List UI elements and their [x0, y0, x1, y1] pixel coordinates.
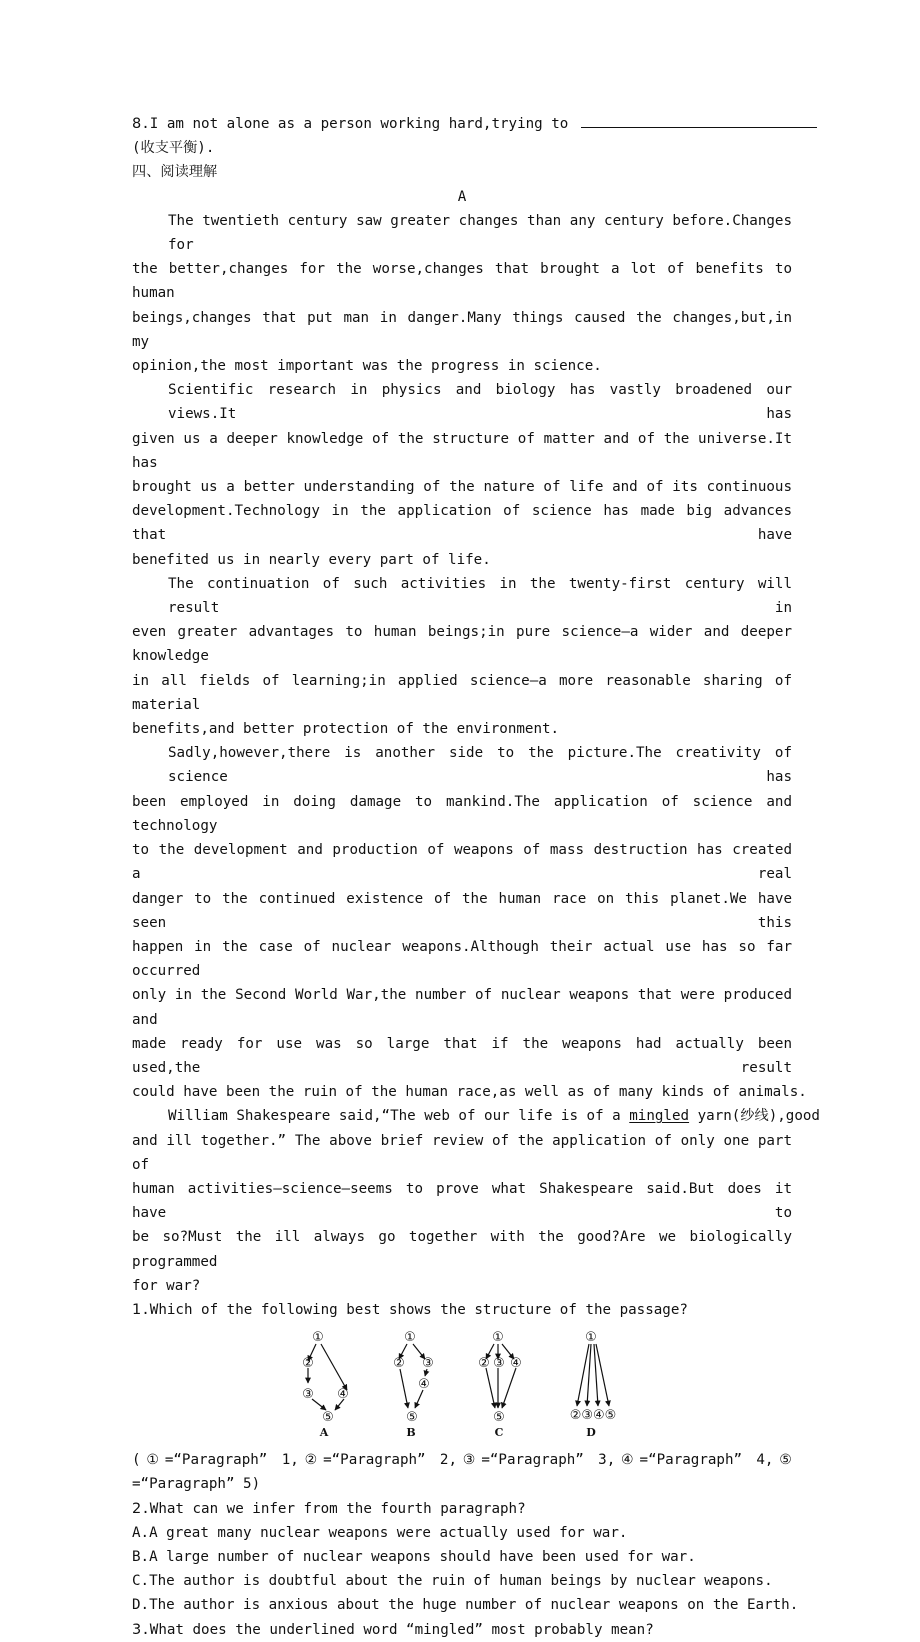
question-8-hint: (收支平衡).: [132, 140, 215, 157]
question-2: [132, 1497, 792, 1521]
node-2: ②: [393, 1356, 405, 1372]
arrow: [415, 1390, 423, 1408]
text-line: happen in the case of nuclear weapons.Although their actual use has so far occurred: [132, 938, 792, 980]
node-1: ①: [585, 1330, 597, 1346]
arrow: [502, 1368, 516, 1408]
question-number: 3: [132, 1621, 142, 1638]
paragraph-5: [132, 1104, 820, 1298]
worksheet-page: [132, 112, 820, 1642]
text-line: been employed in doing damage to mankind.The application of science and technology: [132, 793, 792, 834]
node-5: ⑤: [493, 1410, 505, 1426]
text-line: given us a deeper knowledge of the structure of matter and of the universe.It has: [132, 430, 792, 471]
legend-line: =“Paragraph” 5): [132, 1476, 261, 1493]
question-number: 8: [132, 116, 142, 132]
option-c[interactable]: C.The author is doubtful about the ruin of human beings by nuclear weapons.: [132, 1573, 773, 1590]
underlined-word: mingled: [629, 1108, 690, 1125]
passage-label: A: [457, 188, 467, 205]
option-b[interactable]: B.A large number of nuclear weapons should have been used for war.: [132, 1548, 696, 1565]
text-line: The twentieth century saw greater changes than any century before.Changes for: [168, 212, 792, 254]
text-line: even greater advantages to human beings;in pure science—a wider and deeper knowledge: [132, 624, 792, 665]
answer-blank[interactable]: [581, 113, 817, 128]
option-label-a: A: [319, 1426, 329, 1440]
node-row-2-5: ②③④⑤: [569, 1408, 617, 1424]
paragraph-4: [132, 741, 807, 1104]
node-5: ⑤: [322, 1410, 334, 1426]
node-4: ④: [418, 1377, 430, 1393]
option-label-d: D: [586, 1426, 596, 1440]
paragraph-1: [132, 209, 792, 378]
text-segment: William Shakespeare said,“The web of our life is of a: [168, 1108, 621, 1125]
text-line: made ready for use was so large that if the weapons had actually been used,the result: [132, 1035, 792, 1076]
node-2: ②: [302, 1356, 314, 1372]
arrow: [312, 1399, 326, 1410]
question-8: [132, 112, 792, 136]
question-text: .What does the underlined word “mingled” most probably mean?: [141, 1621, 654, 1638]
text-line: could have been the ruin of the human race,as well as of many kinds of animals.: [132, 1084, 807, 1101]
text-line: the better,changes for the worse,changes that brought a lot of benefits to human: [132, 261, 792, 302]
text-line: beings,changes that put man in danger.Many things caused the changes,but,in my: [132, 309, 792, 350]
text-line: The continuation of such activities in the twenty-first century will result in: [168, 575, 792, 617]
node-4: ④: [337, 1387, 349, 1403]
question-3: [132, 1618, 792, 1642]
arrow: [486, 1368, 495, 1408]
text-line: only in the Second World War,the number of nuclear weapons that were produced and: [132, 987, 792, 1028]
text-line: Sadly,however,there is another side to the picture.The creativity of science has: [168, 745, 792, 786]
text-line: and ill together.” The above brief review of the application of only one part of: [132, 1132, 792, 1173]
question-text: .Which of the following best shows the structure of the passage?: [141, 1301, 688, 1318]
text-line: be so?Must the ill always go together with the good?Are we biologically programmed: [132, 1229, 792, 1270]
arrow: [321, 1344, 347, 1390]
question-number: 2: [132, 1500, 142, 1517]
question-text: .I am not alone as a person working hard,trying to: [141, 116, 569, 132]
structure-diagram-figure: [132, 1326, 792, 1442]
text-line: brought us a better understanding of the nature of life and of its continuous: [132, 479, 792, 496]
node-3: ③: [493, 1356, 505, 1372]
question-number: 1: [132, 1301, 142, 1318]
node-2: ②: [478, 1356, 490, 1372]
section-heading: 四、阅读理解: [132, 164, 218, 181]
text-line: for war?: [132, 1277, 201, 1294]
text-line: benefited us in nearly every part of life.: [132, 551, 491, 568]
paragraph-3: [132, 572, 792, 741]
option-label-c: C: [494, 1426, 504, 1440]
text-line: to the development and production of weapons of mass destruction has created a real: [132, 842, 792, 883]
node-3: ③: [302, 1387, 314, 1403]
node-1: ①: [312, 1330, 324, 1346]
option-a[interactable]: A.A great many nuclear weapons were actually used for war.: [132, 1524, 628, 1541]
paragraph-2: [132, 378, 792, 572]
text-line: [132, 1104, 820, 1128]
text-line: opinion,the most important was the progress in science.: [132, 358, 602, 375]
text-line: in all fields of learning;in applied science—a more reasonable sharing of material: [132, 672, 792, 713]
option-d[interactable]: D.The author is anxious about the huge number of nuclear weapons on the Earth.: [132, 1597, 799, 1614]
node-4: ④: [510, 1356, 522, 1372]
option-label-b: B: [406, 1426, 416, 1440]
text-line: Scientific research in physics and biology has vastly broadened our views.It has: [168, 382, 792, 423]
node-1: ①: [404, 1330, 416, 1346]
arrow: [400, 1369, 408, 1408]
text-segment: yarn(纱线),good: [697, 1108, 820, 1125]
text-line: human activities—science—seems to prove what Shakespeare said.But does it have to: [132, 1180, 792, 1222]
text-line: danger to the continued existence of the human race on this planet.We have seen this: [132, 890, 792, 931]
question-1: [132, 1298, 792, 1322]
node-5: ⑤: [406, 1410, 418, 1426]
text-line: development.Technology in the application of science has made big advances that have: [132, 503, 792, 544]
text-line: benefits,and better protection of the environment.: [132, 721, 560, 738]
node-1: ①: [492, 1330, 504, 1346]
question-text: .What can we infer from the fourth paragraph?: [141, 1500, 526, 1517]
legend-line: (①=“Paragraph” 1,②=“Paragraph” 2,③=“Paragraph” 3,④=“Paragraph” 4,⑤: [132, 1452, 792, 1469]
node-3: ③: [422, 1356, 434, 1372]
structure-diagrams: [284, 1326, 624, 1442]
